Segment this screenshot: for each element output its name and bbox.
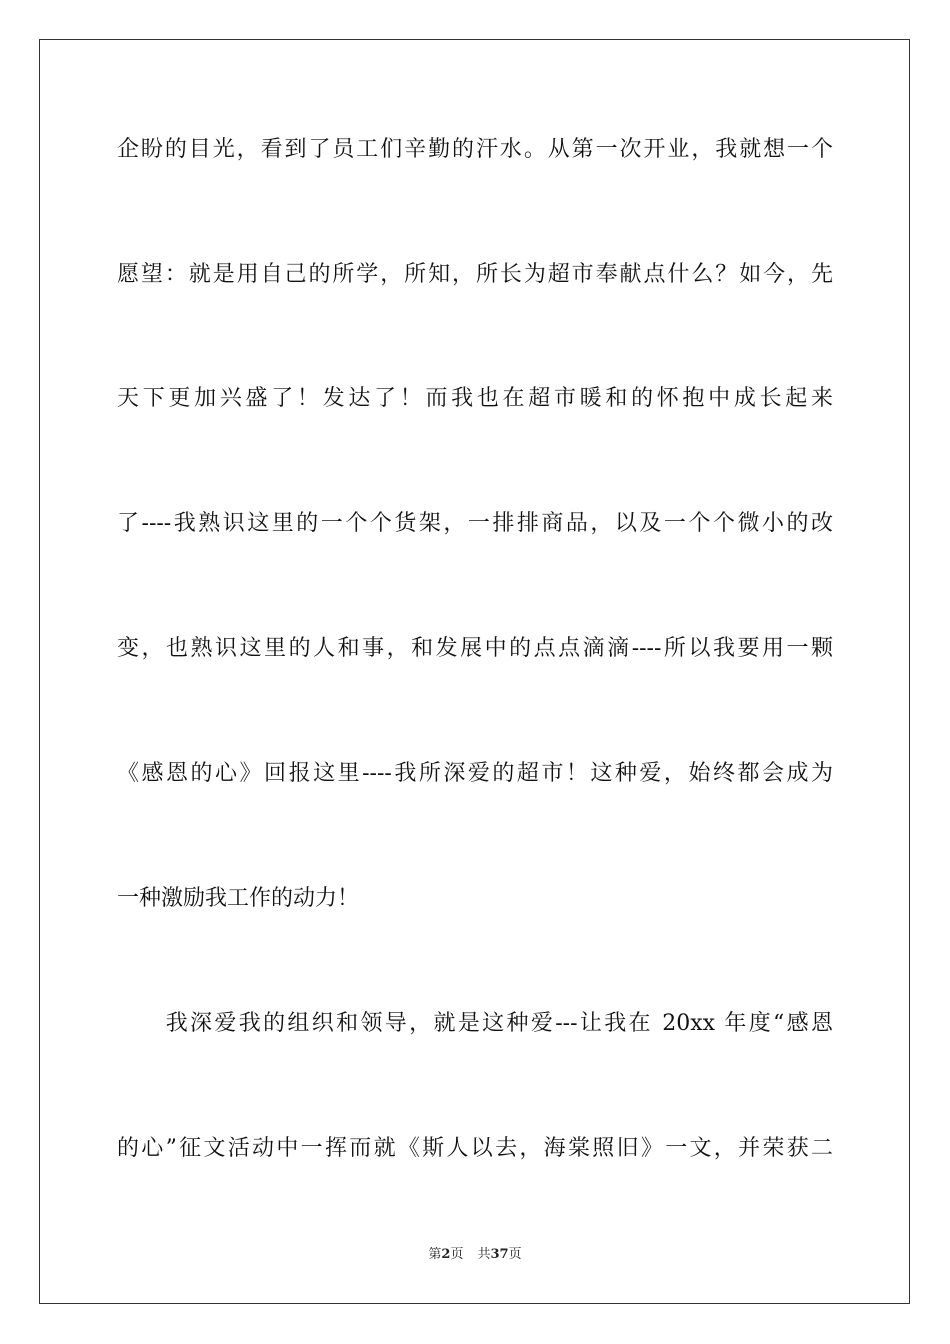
text-line-7: 一种激励我工作的动力！: [117, 886, 360, 911]
text-line-5: 变，也熟识这里的人和事，和发展中的点点滴滴----所以我要用一颗: [117, 636, 833, 661]
footer-total-prefix: 共: [477, 1247, 491, 1262]
footer-page-suffix: 页: [450, 1247, 464, 1262]
page-border: [39, 39, 910, 1304]
page-footer: [0, 1246, 950, 1264]
footer-page-prefix: 第: [428, 1247, 442, 1262]
text-line-8: 我深爱我的组织和领导，就是这种爱---让我在 20xx 年度“感恩: [117, 1011, 833, 1036]
footer-total-pages: 37: [490, 1247, 509, 1262]
text-line-1: 企盼的目光，看到了员工们辛勤的汗水。从第一次开业，我就想一个: [117, 137, 833, 162]
footer-total-suffix: 页: [508, 1247, 522, 1262]
text-line-6: 《感恩的心》回报这里----我所深爱的超市！这种爱，始终都会成为: [117, 761, 833, 786]
text-line-9: 的心”征文活动中一挥而就《斯人以去，海棠照旧》一文，并荣获二: [117, 1136, 833, 1161]
text-line-4: 了----我熟识这里的一个个货架，一排排商品，以及一个个微小的改: [117, 511, 833, 536]
text-line-3: 天下更加兴盛了！发达了！而我也在超市暖和的怀抱中成长起来: [117, 386, 833, 411]
text-line-2: 愿望：就是用自己的所学，所知，所长为超市奉献点什么？如今，先: [117, 262, 833, 287]
footer-page-number: 2: [441, 1247, 451, 1262]
